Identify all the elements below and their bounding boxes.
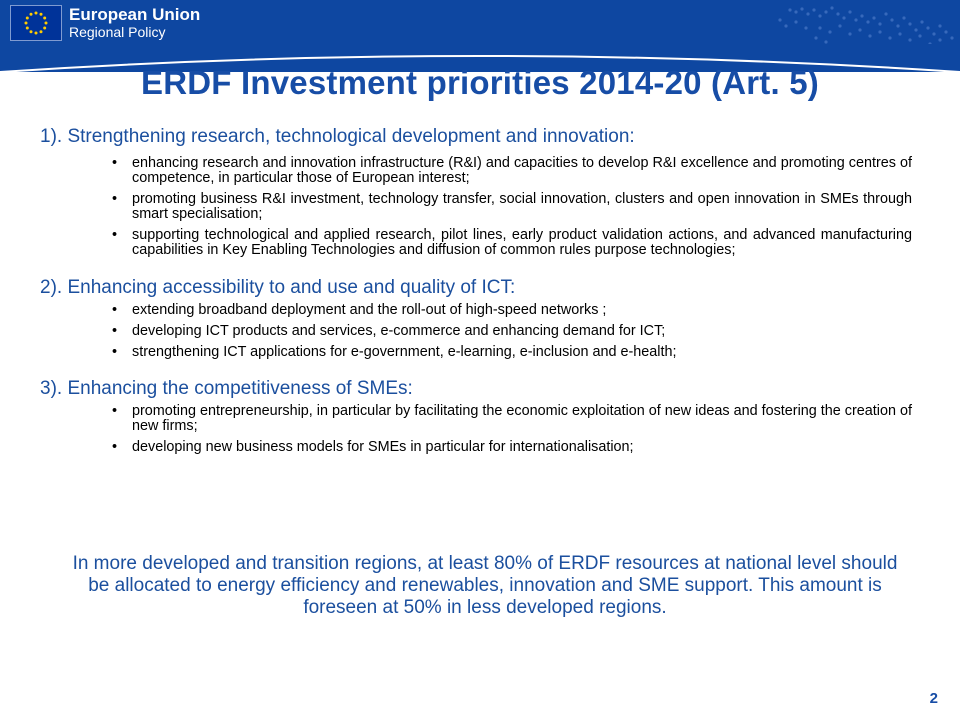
- eu-logo: [10, 5, 200, 41]
- section-heading: 2). Enhancing accessibility to and use and quality of ICT:: [40, 277, 516, 298]
- list-item: • supporting technological and applied research, pilot lines, early product validation actions, and advanced manufacturing capabilities in Key Enabling Technologies and diffusion of common rules purpose technologies;: [132, 228, 912, 258]
- list-item: • developing ICT products and services, e-commerce and enhancing demand for ICT;: [132, 324, 912, 339]
- section-heading: 3). Enhancing the competitiveness of SMEs:: [40, 378, 413, 399]
- list-item: • extending broadband deployment and the roll-out of high-speed networks ;: [132, 303, 912, 318]
- list-item: • strengthening ICT applications for e-government, e-learning, e-inclusion and e-health;: [132, 345, 912, 360]
- page-number: 2: [929, 690, 938, 707]
- section-research: [40, 126, 912, 258]
- section-smes: [40, 378, 912, 455]
- logo-subtitle: Regional Policy: [69, 23, 166, 40]
- list-item: • enhancing research and innovation infrastructure (R&I) and capacities to develop R&I excellence and promoting centres of competence, in particular those of European interest;: [132, 156, 912, 186]
- list-item: • developing new business models for SMEs in particular for internationalisation;: [132, 440, 912, 455]
- eu-flag-icon: [10, 5, 62, 41]
- bullet-list: [40, 156, 912, 258]
- list-item: • promoting business R&I investment, technology transfer, social innovation, clusters and open innovation in SMEs through smart specialisation;: [132, 192, 912, 222]
- slide-title: ERDF Investment priorities 2014-20 (Art. 5): [141, 64, 819, 101]
- logo-name: European Union: [69, 4, 201, 24]
- priorities-content: [40, 126, 912, 461]
- section-ict: [40, 277, 912, 360]
- bullet-list: [40, 404, 912, 455]
- bullet-list: [40, 303, 912, 360]
- list-item: • promoting entrepreneurship, in particular by facilitating the economic exploitation of new ideas and fostering the creation of new firms;: [132, 404, 912, 434]
- section-heading: 1). Strengthening research, technological development and innovation:: [40, 126, 635, 147]
- allocation-note: In more developed and transition regions, at least 80% of ERDF resources at national level should be allocated to energy efficiency and renewables, innovation and SME support. This amount is foreseen at 50% in less developed regions.: [72, 553, 898, 618]
